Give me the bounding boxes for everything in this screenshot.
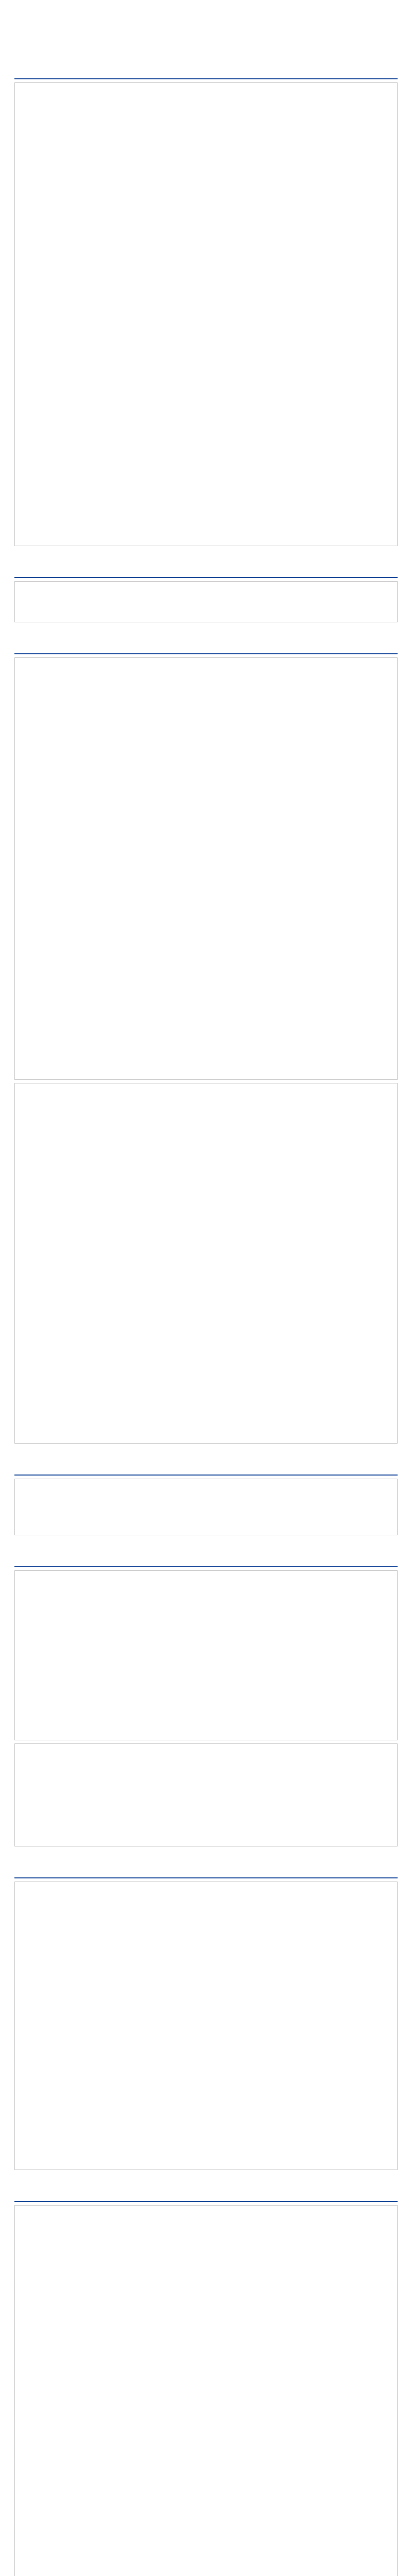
section-heading xyxy=(14,1461,398,1476)
section-4 xyxy=(14,1461,398,1546)
section-note xyxy=(14,1538,398,1546)
section-note xyxy=(14,549,398,556)
notice-issuer xyxy=(14,57,398,64)
section-body xyxy=(14,581,398,622)
section-body xyxy=(14,2205,398,2576)
section-heading xyxy=(14,640,398,654)
section-heading xyxy=(14,564,398,578)
section-body xyxy=(14,1570,398,1740)
section-3 xyxy=(14,640,398,1454)
notice-lede xyxy=(14,37,398,49)
section-note xyxy=(14,625,398,633)
section-2 xyxy=(14,564,398,633)
section-heading xyxy=(14,2188,398,2202)
section-heading xyxy=(14,1553,398,1567)
section-body xyxy=(14,657,398,1080)
section-heading xyxy=(14,1864,398,1878)
notice-tag xyxy=(14,8,398,16)
section-body xyxy=(14,1479,398,1535)
section-heading xyxy=(14,65,398,79)
notice-title xyxy=(14,16,398,37)
section-6 xyxy=(14,1864,398,2180)
section-note xyxy=(14,1447,398,1454)
section-1 xyxy=(14,65,398,556)
section-body xyxy=(14,1882,398,2170)
section-body xyxy=(14,1083,398,1444)
section-note xyxy=(14,1850,398,1857)
notice-date xyxy=(14,49,398,57)
section-7 xyxy=(14,2188,398,2576)
section-body xyxy=(14,1743,398,1846)
section-body xyxy=(14,82,398,546)
section-5 xyxy=(14,1553,398,1857)
notice-header xyxy=(14,8,398,58)
section-note xyxy=(14,2173,398,2180)
